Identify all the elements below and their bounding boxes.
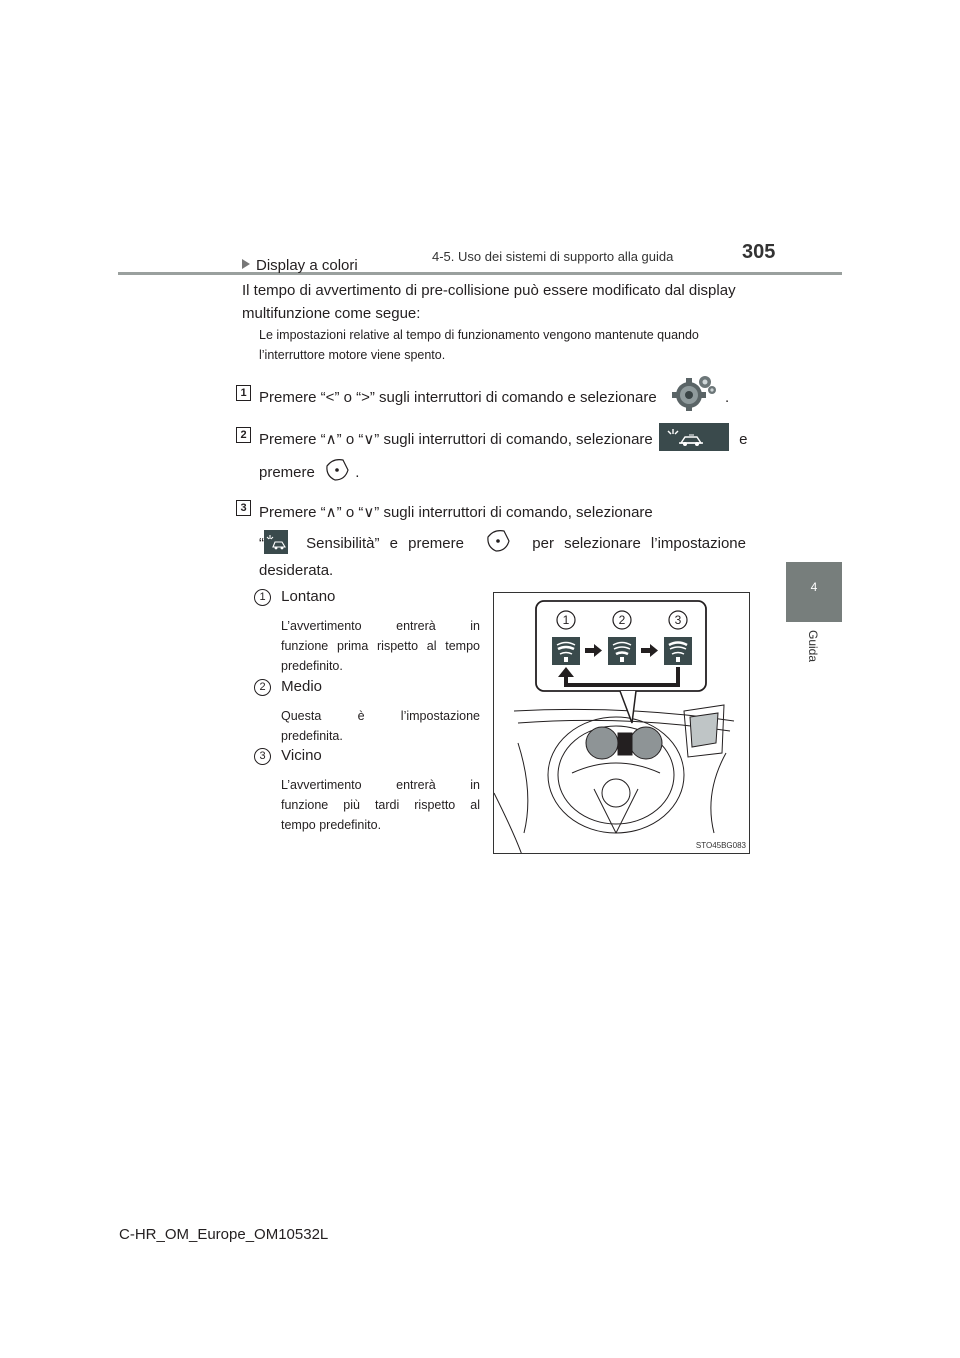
figure-code: STO45BG083: [695, 841, 746, 850]
option-1-desc-line-2: funzione prima rispetto al tempo: [281, 639, 480, 653]
bullet-heading: [242, 254, 358, 277]
figure-callout-2: 2: [618, 613, 626, 627]
intro-line-1: Il tempo di avvertimento di pre-collisione può essere modificato dal display: [242, 282, 736, 299]
dashboard-figure: [493, 592, 750, 854]
section-header: 4-5. Uso dei sistemi di supporto alla guida: [432, 249, 674, 264]
enter-button-icon: [323, 456, 351, 484]
header-rule: [118, 272, 842, 275]
option-1-desc-line-3: predefinito.: [281, 659, 343, 673]
step-2-text-before: Premere “∧” o “∨” sugli interruttori di comando, selezionare: [259, 431, 653, 448]
step-3-per-selezionare: per selezionare l’impostazione: [532, 535, 746, 552]
intro-paragraph: [242, 279, 746, 325]
option-3: [254, 744, 480, 832]
option-3-desc: [281, 775, 480, 835]
option-2-desc-line-2: predefinita.: [281, 729, 343, 743]
option-3-desc-line-2: funzione più tardi rispetto al: [281, 798, 480, 812]
option-3-desc-line-3: tempo predefinito.: [281, 818, 382, 832]
triangle-bullet-icon: [242, 259, 250, 269]
step-3-open-quote: “: [259, 535, 264, 552]
step-2-premere: premere: [259, 464, 315, 481]
step-2-text-mid: e: [739, 431, 748, 448]
step-3-line-2: [259, 532, 746, 555]
step-1-text-before: Premere “<” o “>” sugli interruttori di comando e selezionare: [259, 388, 657, 406]
option-2-number: 2: [254, 679, 271, 696]
page-number: 305: [742, 241, 776, 263]
step-2-text-line-2: [259, 461, 359, 484]
option-1-desc: [281, 616, 480, 676]
note-paragraph: [259, 325, 746, 365]
option-2-heading: [254, 675, 480, 698]
step-1-text-after: .: [725, 388, 730, 406]
sensitivity-meter-icons: [552, 637, 692, 665]
option-1: [254, 585, 480, 673]
option-1-title: Lontano: [281, 588, 336, 605]
step-1-text: [259, 385, 729, 411]
figure-callout-3: 3: [674, 613, 682, 627]
option-1-number: 1: [254, 589, 271, 606]
enter-button-icon-2: [484, 527, 512, 555]
option-2-desc-line-1: Questa è l’impostazione: [281, 709, 480, 723]
option-2: [254, 675, 480, 743]
step-3-line-1: Premere “∧” o “∨” sugli interruttori di comando, selezionare: [259, 504, 653, 521]
option-1-desc-line-1: L’avvertimento entrerà in: [281, 619, 480, 633]
pcs-sensitivity-small-icon: [264, 530, 288, 554]
step-number-1: 1: [236, 385, 251, 401]
settings-gear-icon: [669, 373, 719, 411]
option-1-heading: [254, 585, 480, 608]
option-2-desc: [281, 706, 480, 746]
step-number-3: 3: [236, 500, 251, 516]
note-line-1: Le impostazioni relative al tempo di funzionamento vengono mantenute quando: [259, 328, 699, 342]
option-3-title: Vicino: [281, 747, 322, 764]
chapter-tab[interactable]: 4: [786, 562, 842, 622]
chapter-label: Guida: [806, 630, 820, 663]
option-3-desc-line-1: L’avvertimento entrerà in: [281, 778, 480, 792]
figure-callout-1: 1: [562, 613, 570, 627]
bullet-heading-text: Display a colori: [256, 257, 358, 274]
option-2-title: Medio: [281, 678, 323, 695]
step-3-sensibilita: Sensibilità” e premere: [306, 535, 464, 552]
step-2-text: [259, 428, 747, 451]
footer-doc-id: C-HR_OM_Europe_OM10532L: [119, 1226, 329, 1243]
pcs-sensitivity-icon: [659, 423, 729, 451]
option-3-number: 3: [254, 748, 271, 765]
note-line-2: l’interruttore motore viene spento.: [259, 348, 446, 362]
option-3-heading: [254, 744, 480, 767]
intro-line-2: multifunzione come segue:: [242, 305, 421, 322]
step-2-text-after: .: [355, 464, 360, 481]
step-number-2: 2: [236, 427, 251, 443]
step-3-line-3: desiderata.: [259, 562, 334, 579]
dashboard-illustration: [494, 593, 750, 854]
